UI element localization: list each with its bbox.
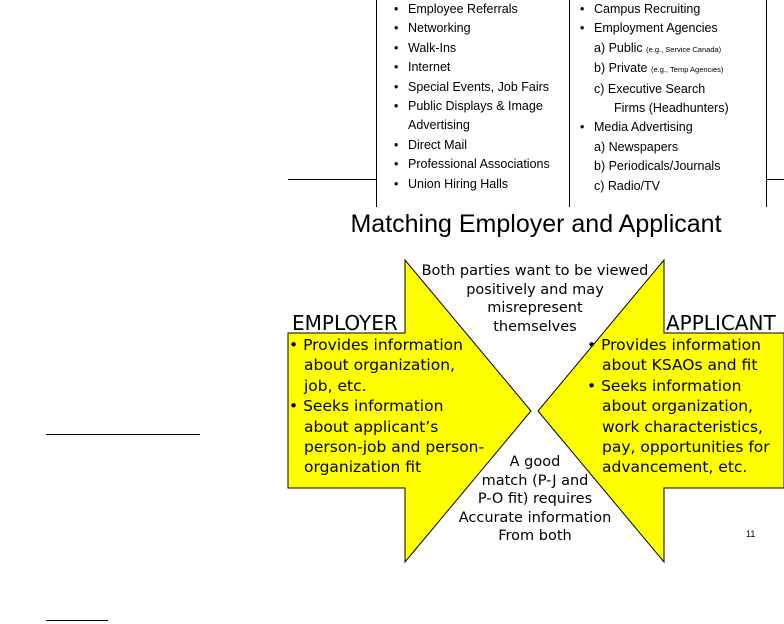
page-number: 11 xyxy=(746,529,756,539)
text-line: about KSAOs and fit xyxy=(602,356,758,375)
list-subitem: c) Executive Search xyxy=(594,81,706,96)
text-line: • Provides information xyxy=(289,336,463,354)
list-item: • Public Displays & Image xyxy=(392,97,570,116)
applicant-heading: APPLICANT xyxy=(666,311,776,335)
text-line: person-job and person- xyxy=(304,438,485,457)
subitem-text: a) Public xyxy=(594,40,643,55)
text-line: • Seeks information xyxy=(587,376,742,395)
list-item: • Professional Associations xyxy=(392,155,570,174)
list-item: • Media Advertising xyxy=(578,118,784,137)
text-line: A good xyxy=(509,454,561,470)
list-item: • Employee Referrals xyxy=(392,0,570,19)
text-line: about organization, xyxy=(304,356,455,375)
text-line: themselves xyxy=(493,318,577,335)
text-line: organization fit xyxy=(304,458,422,477)
list-subitem-continuation: Firms (Headhunters) xyxy=(614,101,729,116)
bottom-center-text xyxy=(440,453,630,546)
subitem-note: (e.g., Service Canada) xyxy=(646,44,722,54)
employer-heading: EMPLOYER xyxy=(292,311,398,335)
list-item: • Special Events, Job Fairs xyxy=(392,78,570,97)
text-line: Accurate information xyxy=(458,509,612,526)
text-line: positively and may xyxy=(466,281,604,298)
list-item: • Walk-Ins xyxy=(392,39,570,58)
text-line: Both parties want to be viewed xyxy=(421,263,649,279)
text-line: about applicant’s xyxy=(304,417,439,436)
text-line: From both xyxy=(498,528,572,545)
list-item: • Union Hiring Halls xyxy=(392,175,570,194)
list-item: • Internet xyxy=(392,58,570,77)
list-item: • Networking xyxy=(392,19,570,38)
subitem-text: b) Private xyxy=(594,61,648,76)
text-line: misrepresent xyxy=(487,300,583,317)
text-line: work characteristics, xyxy=(602,417,763,436)
list-subitem: a) Newspapers xyxy=(594,139,679,154)
text-line: match (P-J and xyxy=(481,472,589,489)
list-item: • Employment Agencies xyxy=(578,19,784,38)
list-item-continuation: Advertising xyxy=(408,118,470,133)
text-line: P-O fit) requires xyxy=(477,491,593,508)
list-subitem: b) Periodicals/Journals xyxy=(594,159,721,174)
subitem-note: (e.g., Temp Agencies) xyxy=(650,65,724,75)
text-line: • Provides information xyxy=(587,336,761,354)
list-item: • Direct Mail xyxy=(392,136,570,155)
list-subitem: c) Radio/TV xyxy=(594,178,660,193)
list-item: • Campus Recruiting xyxy=(578,0,784,19)
text-line: job, etc. xyxy=(304,376,367,395)
slide-title: Matching Employer and Applicant xyxy=(350,210,722,238)
text-line: advancement, etc. xyxy=(602,458,748,477)
text-line: • Seeks information xyxy=(289,397,444,416)
text-line: pay, opportunities for xyxy=(602,438,770,457)
top-center-text xyxy=(420,262,650,336)
text-line: about organization, xyxy=(602,397,753,416)
